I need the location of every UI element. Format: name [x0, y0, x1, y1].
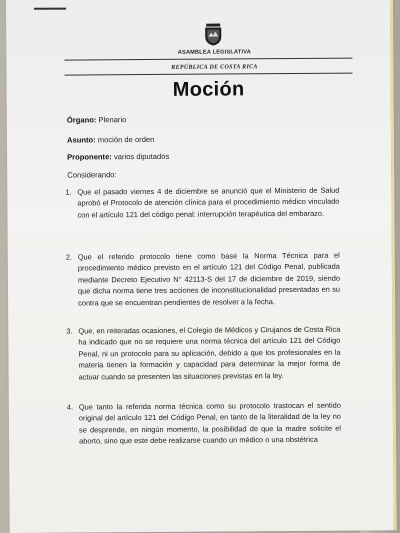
item-line: no se desprende, en ningún momento, la posibilidad de que la madre solicite	[78, 412, 341, 435]
header-rule-top	[64, 58, 352, 61]
coat-of-arms-icon	[204, 23, 222, 45]
item-line: Código Penal, ni un protocolo para su aplicación, debido a que los	[78, 336, 341, 359]
list-item	[65, 250, 341, 309]
item-line: Que el referido protocolo tiene como base la Norma Técnica para el	[77, 250, 340, 262]
list-item	[66, 324, 341, 383]
field-considerando-label: Considerando:	[67, 170, 117, 180]
org-name: ASAMBLEA LEGISLATIVA	[177, 49, 251, 56]
field-proponente-label: Proponente:	[67, 152, 112, 162]
item-text	[78, 324, 340, 383]
field-proponente-value: varios diputados	[113, 151, 170, 162]
item-number: 3.	[66, 326, 73, 336]
field-considerando	[67, 170, 116, 179]
field-organo-value: Plenario	[98, 115, 127, 125]
item-line: vinculado con el artículo 121 del código penal: interrupción terapéutica del	[77, 197, 340, 220]
item-number: 1.	[65, 187, 72, 197]
header-rule-bottom	[65, 73, 353, 76]
item-line: original del artículo 121 del Código Penal, en tanto de la literalidad de la ley	[78, 412, 331, 423]
field-organo	[67, 115, 127, 124]
pen-mark	[34, 8, 66, 10]
country-name: REPÚBLICA DE COSTA RICA	[171, 64, 258, 71]
item-line: embarazo.	[289, 208, 325, 218]
item-line: profesionales en la materia tienen la formación y capacidad para determinar	[78, 347, 341, 370]
item-line: aprobó el Protocolo de atención clínica para el procedimiento médico	[77, 197, 306, 208]
item-line: procedimiento médico previsto en el artículo 121 del Código Penal, publicada	[77, 262, 340, 273]
field-asunto-label: Asunto:	[66, 135, 96, 145]
page-title: Moción	[172, 78, 245, 101]
item-number: 4.	[66, 402, 74, 412]
list-item	[66, 400, 342, 447]
item-line: Rica ha indicado que no se requiere una norma técnica del artículo 121 del	[78, 324, 341, 347]
document-page	[6, 0, 394, 533]
item-line: el aborto, sino que este debe realizarse cuando un médico o una obstétrica	[79, 423, 342, 446]
item-line: Que, en reiteradas ocasiones, el Colegio de Médicos y Cirujanos de Costa	[78, 324, 324, 336]
field-asunto-value: moción de orden	[97, 134, 155, 145]
item-number: 2.	[65, 252, 72, 262]
field-proponente	[67, 152, 169, 162]
item-line: que dicha norma tiene tres acciones de inconstitucionalidad presentadas en	[78, 284, 330, 296]
field-asunto	[67, 135, 154, 145]
field-organo-label: Órgano:	[66, 115, 97, 125]
list-item	[65, 185, 340, 221]
item-line: la mejor forma de actuar cuando se presenten las situaciones previstas en la	[78, 358, 341, 382]
item-text	[79, 400, 341, 447]
item-line: Que tanto la referida norma técnica como su protocolo trastocan el sentido	[78, 400, 341, 412]
item-line: su contra que se encuentran pendientes de resolver a la fecha.	[78, 284, 341, 308]
item-line: mediante Decreto Ejecutivo N° 42113-S del 17 de diciembre de 2019, siendo	[77, 273, 340, 285]
item-line: Que el pasado viernes 4 de diciembre se anunció que el Ministerio de Salud	[77, 185, 340, 197]
item-text	[77, 185, 339, 221]
item-line: ley.	[272, 370, 284, 380]
item-text	[78, 250, 340, 309]
